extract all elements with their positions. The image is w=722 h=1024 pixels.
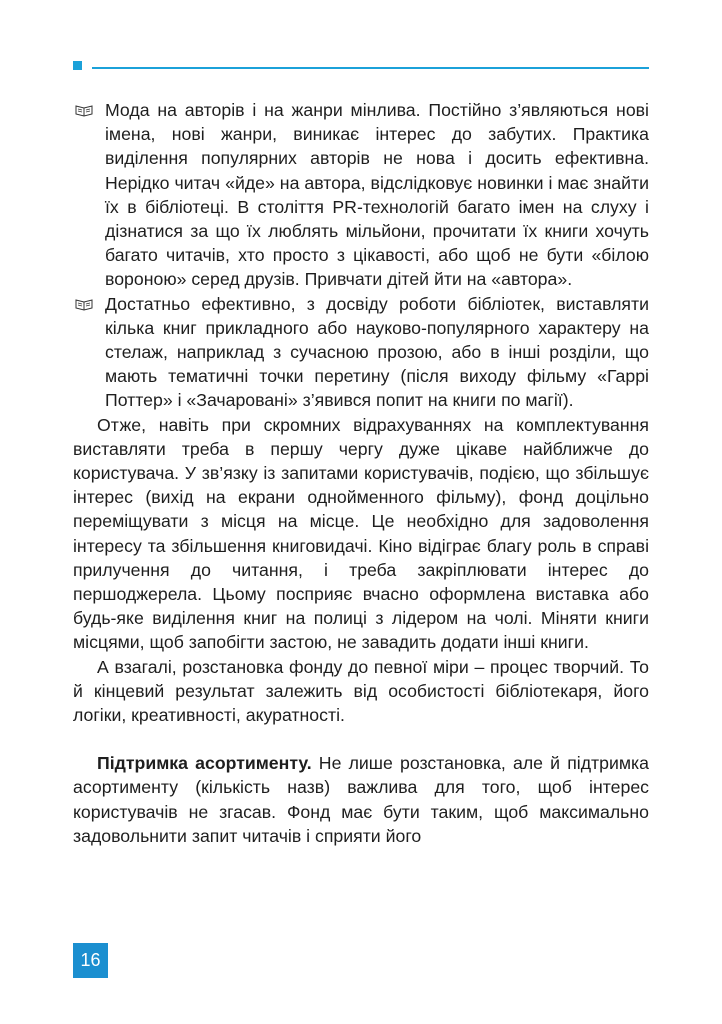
section-lead-heading: Підтримка асортименту. [97,753,312,774]
list-item-text: Мода на авторів і на жанри мінлива. Постійно з’являються нові імена, нові жанри, виникає інтерес до забутих. Практика виділення популярних авторів не нова і досить ефективна. Нерідко читач «йде» на автора, відслідковує новинки і має знайти їх в бібліотеці. В століття PR-технологій багато імен на слуху і дізнатися за що їх люблять мільйони, прочитати їх книги хочуть багато читачів, хто просто з цікавості, або щоб не бути «білою вороною» серед друзів. Привчати дітей йти на «автора». [105,100,649,290]
paragraph [73,751,649,848]
header-rule [92,67,649,69]
paragraph: А взагалі, розстановка фонду до певної міри – процес творчий. То й кінцевий результат залежить від особистості бібліотекаря, його логіки, креативності, акуратності. [73,656,649,726]
page-content [73,98,649,848]
paragraph-body: Не лише розстановка, але й підтримка асортименту (кількість назв) важлива для того, щоб інтерес користувачів не згасав. Фонд має бути таким, щоб максимально задовольнити запит читачів і сприяти його [73,753,649,846]
open-book-icon [75,103,93,117]
open-book-icon [75,297,93,311]
list-item [73,292,649,413]
list-item-text: Достатньо ефективно, з досвіду роботи бібліотек, виставляти кілька книг прикладного або науково-популярного характеру на стелаж, наприклад з сучасною прозою, або в інші розділи, що мають тематичні точки перетину (після виходу фільму «Гаррі Поттер» і «Зачаровані» з’явився попит на книги по магії). [105,293,649,411]
header-square-marker [73,61,82,70]
page-number: 16 [73,943,108,978]
paragraph: Отже, навіть при скромних відрахуваннях на комплектування виставляти треба в першу чергу дуже цікаве найближче до користувача. У зв’язку із запитами користувачів, подією, що збільшує інтерес (вихід на екрани однойменного фільму), фонд доцільно переміщувати з місця на місце. Це необхідно для задоволення інтересу та збільшення книговидачі. Кіно відіграє благу роль в справі прилучення до читання, і треба закріплювати інтерес до першоджерела. Цьому посприяє вчасно оформлена виставка або будь-яке виділення книг на полиці з лідером на чолі. Міняти книги місцями, щоб запобігти застою, не завадить додати інші книги. [73,414,649,653]
list-item [73,98,649,292]
